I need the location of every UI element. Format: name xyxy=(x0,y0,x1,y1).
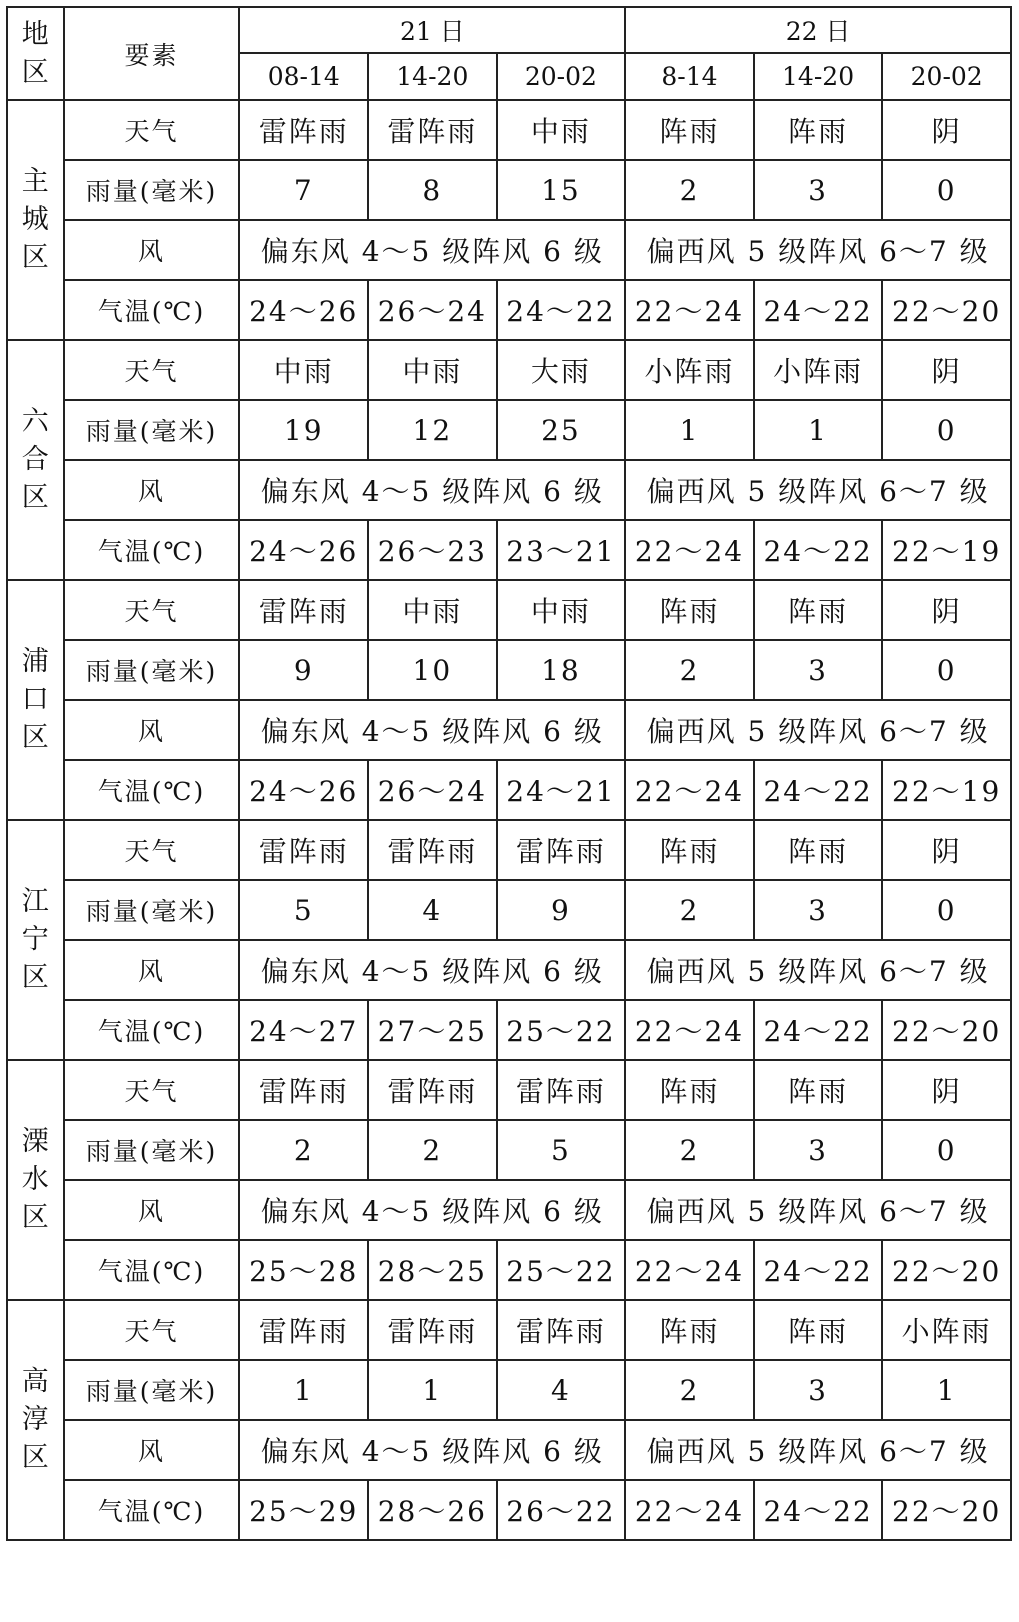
region-name xyxy=(7,820,64,1060)
temp-cell: 24～27 xyxy=(239,1000,368,1060)
rain-cell: 0 xyxy=(882,400,1011,460)
table-body xyxy=(7,100,1011,1540)
region-name-char: 区 xyxy=(21,482,49,513)
wind-cell-day-21: 偏东风 4～5 级阵风 6 级 xyxy=(239,700,625,760)
header-period: 8-14 xyxy=(625,53,754,100)
row-label-weather: 天气 xyxy=(64,1300,240,1360)
region-name-char: 区 xyxy=(21,1202,49,1233)
rain-cell: 5 xyxy=(239,880,368,940)
rain-cell: 2 xyxy=(625,1120,754,1180)
temp-cell: 25～22 xyxy=(497,1000,626,1060)
rain-cell: 15 xyxy=(497,160,626,220)
row-label-rain: 雨量(毫米) xyxy=(64,880,240,940)
region-name-char: 区 xyxy=(21,722,49,753)
rain-cell: 18 xyxy=(497,640,626,700)
wind-cell-day-21: 偏东风 4～5 级阵风 6 级 xyxy=(239,940,625,1000)
weather-cell: 阴 xyxy=(882,1060,1011,1120)
temp-cell: 24～22 xyxy=(754,520,883,580)
region-name-char: 溧 xyxy=(21,1126,49,1157)
temp-cell: 25～29 xyxy=(239,1480,368,1540)
temp-cell: 22～19 xyxy=(882,760,1011,820)
wind-cell-day-22: 偏西风 5 级阵风 6～7 级 xyxy=(625,1180,1011,1240)
weather-cell: 阵雨 xyxy=(754,1060,883,1120)
table-row xyxy=(7,1060,1011,1120)
rain-cell: 9 xyxy=(497,880,626,940)
temp-cell: 22～24 xyxy=(625,280,754,340)
temp-cell: 22～20 xyxy=(882,1000,1011,1060)
row-label-rain: 雨量(毫米) xyxy=(64,1360,240,1420)
table-row xyxy=(7,160,1011,220)
rain-cell: 3 xyxy=(754,160,883,220)
temp-cell: 25～28 xyxy=(239,1240,368,1300)
table-row xyxy=(7,1120,1011,1180)
weather-cell: 阵雨 xyxy=(625,820,754,880)
rain-cell: 2 xyxy=(239,1120,368,1180)
table-row xyxy=(7,700,1011,760)
table-row xyxy=(7,1420,1011,1480)
header-period: 14-20 xyxy=(368,53,497,100)
temp-cell: 22～24 xyxy=(625,520,754,580)
temp-cell: 24～26 xyxy=(239,760,368,820)
weather-cell: 小阵雨 xyxy=(625,340,754,400)
region-name xyxy=(7,580,64,820)
row-label-weather: 天气 xyxy=(64,580,240,640)
temp-cell: 22～20 xyxy=(882,1240,1011,1300)
temp-cell: 22～19 xyxy=(882,520,1011,580)
weather-cell: 阵雨 xyxy=(625,1060,754,1120)
weather-cell: 雷阵雨 xyxy=(239,820,368,880)
region-name-char: 江 xyxy=(21,886,49,917)
row-label-rain: 雨量(毫米) xyxy=(64,1120,240,1180)
region-name-char: 区 xyxy=(21,242,49,273)
rain-cell: 12 xyxy=(368,400,497,460)
header-period: 14-20 xyxy=(754,53,883,100)
temp-cell: 24～22 xyxy=(754,1000,883,1060)
row-label-wind: 风 xyxy=(64,1180,240,1240)
rain-cell: 9 xyxy=(239,640,368,700)
table-row xyxy=(7,400,1011,460)
temp-cell: 22～24 xyxy=(625,1240,754,1300)
region-name-char: 宁 xyxy=(21,924,49,955)
table-row xyxy=(7,820,1011,880)
header-day-22: 22 日 xyxy=(625,7,1011,53)
weather-cell: 阵雨 xyxy=(754,820,883,880)
wind-cell-day-21: 偏东风 4～5 级阵风 6 级 xyxy=(239,460,625,520)
weather-cell: 中雨 xyxy=(368,340,497,400)
temp-cell: 26～24 xyxy=(368,760,497,820)
rain-cell: 3 xyxy=(754,1120,883,1180)
row-label-temp: 气温(℃) xyxy=(64,1000,240,1060)
temp-cell: 22～24 xyxy=(625,760,754,820)
weather-cell: 中雨 xyxy=(497,580,626,640)
header-period: 08-14 xyxy=(239,53,368,100)
row-label-temp: 气温(℃) xyxy=(64,520,240,580)
region-name-char: 口 xyxy=(21,684,49,715)
region-name xyxy=(7,100,64,340)
region-name-char: 高 xyxy=(21,1366,49,1397)
table-row xyxy=(7,1000,1011,1060)
rain-cell: 4 xyxy=(368,880,497,940)
row-label-wind: 风 xyxy=(64,220,240,280)
wind-cell-day-21: 偏东风 4～5 级阵风 6 级 xyxy=(239,220,625,280)
rain-cell: 3 xyxy=(754,1360,883,1420)
temp-cell: 25～22 xyxy=(497,1240,626,1300)
rain-cell: 5 xyxy=(497,1120,626,1180)
row-label-weather: 天气 xyxy=(64,1060,240,1120)
row-label-temp: 气温(℃) xyxy=(64,760,240,820)
temp-cell: 28～25 xyxy=(368,1240,497,1300)
rain-cell: 1 xyxy=(625,400,754,460)
weather-cell: 雷阵雨 xyxy=(239,100,368,160)
weather-cell: 阵雨 xyxy=(625,100,754,160)
table-row xyxy=(7,940,1011,1000)
temp-cell: 24～26 xyxy=(239,520,368,580)
rain-cell: 1 xyxy=(368,1360,497,1420)
weather-cell: 雷阵雨 xyxy=(239,580,368,640)
rain-cell: 0 xyxy=(882,640,1011,700)
temp-cell: 22～20 xyxy=(882,1480,1011,1540)
table-row xyxy=(7,340,1011,400)
row-label-wind: 风 xyxy=(64,460,240,520)
rain-cell: 0 xyxy=(882,1120,1011,1180)
temp-cell: 28～26 xyxy=(368,1480,497,1540)
rain-cell: 19 xyxy=(239,400,368,460)
wind-cell-day-22: 偏西风 5 级阵风 6～7 级 xyxy=(625,1420,1011,1480)
rain-cell: 2 xyxy=(625,1360,754,1420)
row-label-temp: 气温(℃) xyxy=(64,280,240,340)
region-name-char: 淳 xyxy=(21,1404,49,1435)
table-row xyxy=(7,1300,1011,1360)
header-period: 20-02 xyxy=(882,53,1011,100)
temp-cell: 27～25 xyxy=(368,1000,497,1060)
weather-cell: 雷阵雨 xyxy=(368,1060,497,1120)
weather-cell: 雷阵雨 xyxy=(368,1300,497,1360)
region-label-char: 区 xyxy=(21,56,49,88)
temp-cell: 24～22 xyxy=(754,1480,883,1540)
weather-cell: 阵雨 xyxy=(754,580,883,640)
weather-cell: 阴 xyxy=(882,100,1011,160)
rain-cell: 2 xyxy=(625,160,754,220)
weather-cell: 中雨 xyxy=(239,340,368,400)
region-name-char: 合 xyxy=(21,444,49,475)
wind-cell-day-22: 偏西风 5 级阵风 6～7 级 xyxy=(625,220,1011,280)
table-row xyxy=(7,1180,1011,1240)
rain-cell: 10 xyxy=(368,640,497,700)
region-name-char: 六 xyxy=(21,406,49,437)
region-name xyxy=(7,1300,64,1540)
row-label-rain: 雨量(毫米) xyxy=(64,400,240,460)
region-name-char: 区 xyxy=(21,1442,49,1473)
weather-cell: 阴 xyxy=(882,580,1011,640)
table-row xyxy=(7,1480,1011,1540)
header-row-days xyxy=(7,7,1011,53)
rain-cell: 1 xyxy=(239,1360,368,1420)
header-period: 20-02 xyxy=(497,53,626,100)
rain-cell: 3 xyxy=(754,640,883,700)
header-region-label xyxy=(8,16,63,92)
table-row xyxy=(7,1360,1011,1420)
rain-cell: 0 xyxy=(882,880,1011,940)
header-element: 要素 xyxy=(64,7,240,100)
table-row xyxy=(7,580,1011,640)
weather-cell: 阵雨 xyxy=(754,100,883,160)
row-label-wind: 风 xyxy=(64,940,240,1000)
weather-cell: 阵雨 xyxy=(625,1300,754,1360)
wind-cell-day-22: 偏西风 5 级阵风 6～7 级 xyxy=(625,460,1011,520)
weather-cell: 中雨 xyxy=(368,580,497,640)
row-label-wind: 风 xyxy=(64,1420,240,1480)
table-row xyxy=(7,880,1011,940)
table-row xyxy=(7,760,1011,820)
weather-cell: 阵雨 xyxy=(625,580,754,640)
rain-cell: 1 xyxy=(882,1360,1011,1420)
weather-cell: 雷阵雨 xyxy=(239,1060,368,1120)
weather-cell: 雷阵雨 xyxy=(497,1060,626,1120)
temp-cell: 22～24 xyxy=(625,1480,754,1540)
temp-cell: 26～22 xyxy=(497,1480,626,1540)
weather-cell: 阴 xyxy=(882,340,1011,400)
rain-cell: 4 xyxy=(497,1360,626,1420)
header-region xyxy=(7,7,64,100)
rain-cell: 8 xyxy=(368,160,497,220)
wind-cell-day-21: 偏东风 4～5 级阵风 6 级 xyxy=(239,1180,625,1240)
region-name-char: 区 xyxy=(21,962,49,993)
row-label-wind: 风 xyxy=(64,700,240,760)
temp-cell: 24～22 xyxy=(754,280,883,340)
rain-cell: 3 xyxy=(754,880,883,940)
temp-cell: 24～22 xyxy=(754,1240,883,1300)
row-label-rain: 雨量(毫米) xyxy=(64,640,240,700)
wind-cell-day-22: 偏西风 5 级阵风 6～7 级 xyxy=(625,940,1011,1000)
temp-cell: 23～21 xyxy=(497,520,626,580)
table-row xyxy=(7,220,1011,280)
weather-forecast-table xyxy=(6,6,1012,1541)
table-row xyxy=(7,640,1011,700)
weather-cell: 雷阵雨 xyxy=(497,1300,626,1360)
table-row xyxy=(7,1240,1011,1300)
table-row xyxy=(7,280,1011,340)
row-label-rain: 雨量(毫米) xyxy=(64,160,240,220)
rain-cell: 2 xyxy=(368,1120,497,1180)
table-row xyxy=(7,520,1011,580)
temp-cell: 24～26 xyxy=(239,280,368,340)
temp-cell: 22～20 xyxy=(882,280,1011,340)
weather-cell: 小阵雨 xyxy=(754,340,883,400)
rain-cell: 7 xyxy=(239,160,368,220)
region-label-char: 地 xyxy=(21,18,49,50)
table-row xyxy=(7,460,1011,520)
weather-cell: 雷阵雨 xyxy=(239,1300,368,1360)
row-label-temp: 气温(℃) xyxy=(64,1240,240,1300)
row-label-weather: 天气 xyxy=(64,340,240,400)
wind-cell-day-22: 偏西风 5 级阵风 6～7 级 xyxy=(625,700,1011,760)
weather-cell: 雷阵雨 xyxy=(497,820,626,880)
rain-cell: 1 xyxy=(754,400,883,460)
rain-cell: 0 xyxy=(882,160,1011,220)
region-name-char: 城 xyxy=(21,204,49,235)
weather-cell: 小阵雨 xyxy=(882,1300,1011,1360)
row-label-temp: 气温(℃) xyxy=(64,1480,240,1540)
weather-cell: 阴 xyxy=(882,820,1011,880)
region-name-char: 浦 xyxy=(21,646,49,677)
rain-cell: 2 xyxy=(625,640,754,700)
weather-cell: 阵雨 xyxy=(754,1300,883,1360)
rain-cell: 2 xyxy=(625,880,754,940)
region-name-char: 水 xyxy=(21,1164,49,1195)
temp-cell: 22～24 xyxy=(625,1000,754,1060)
temp-cell: 24～22 xyxy=(497,280,626,340)
header-day-21: 21 日 xyxy=(239,7,625,53)
temp-cell: 24～21 xyxy=(497,760,626,820)
temp-cell: 26～24 xyxy=(368,280,497,340)
wind-cell-day-21: 偏东风 4～5 级阵风 6 级 xyxy=(239,1420,625,1480)
row-label-weather: 天气 xyxy=(64,820,240,880)
temp-cell: 24～22 xyxy=(754,760,883,820)
region-name xyxy=(7,340,64,580)
region-name-char: 主 xyxy=(21,166,49,197)
weather-cell: 雷阵雨 xyxy=(368,100,497,160)
table-row xyxy=(7,100,1011,160)
weather-cell: 中雨 xyxy=(497,100,626,160)
rain-cell: 25 xyxy=(497,400,626,460)
weather-cell: 大雨 xyxy=(497,340,626,400)
weather-cell: 雷阵雨 xyxy=(368,820,497,880)
row-label-weather: 天气 xyxy=(64,100,240,160)
temp-cell: 26～23 xyxy=(368,520,497,580)
region-name xyxy=(7,1060,64,1300)
